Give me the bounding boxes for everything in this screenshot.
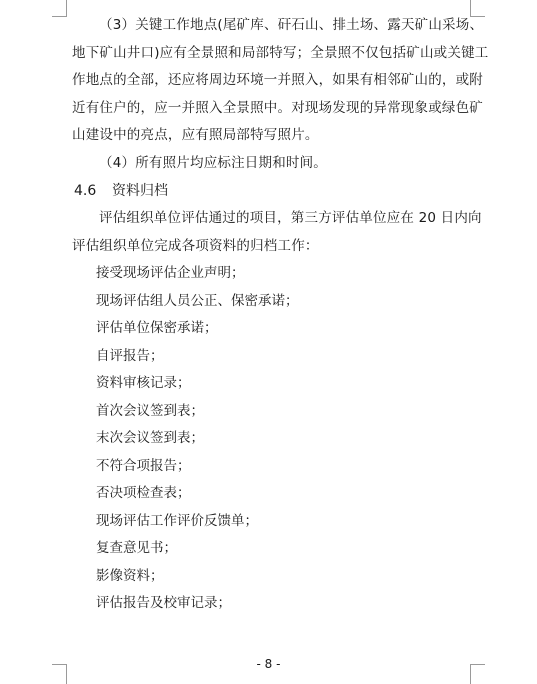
list-item: 首次会议签到表； [96, 402, 204, 419]
section-title: 资料归档 [112, 183, 168, 199]
list-item: 资料审核记录； [96, 375, 191, 391]
paragraph-photo-requirements: （3）关键工作地点(尾矿库、矸石山、排土场、露天矿山采场、地下矿山井口)应有全景照和局部特写；全景照不仅包括矿山或关键工作地点的全部，还应将周边环境一并照入，如果有相邻矿山的，或附近有住户的，应一并照入全景照中。对现场发现的异常现象或绿色矿山建设中的亮点，应有照局部特写照片。 [72, 17, 489, 143]
list-item: 评估单位保密承诺； [96, 320, 218, 336]
list-item: 接受现场评估企业声明； [96, 265, 245, 281]
list-item: 影像资料； [96, 567, 164, 584]
list-item: 末次会议签到表； [96, 430, 204, 446]
paragraph-archive-intro: 评估组织单位评估通过的项目，第三方评估单位应在 20 日内向评估组织单位完成各项资料的归档工作： [72, 210, 482, 254]
list-item: 否决项检查表； [96, 485, 191, 501]
section-heading [72, 177, 490, 205]
document-body [72, 12, 490, 618]
archive-item-list [72, 260, 490, 618]
list-item: 不符合项报告； [96, 457, 191, 474]
list-item: 复查意见书； [96, 540, 177, 556]
list-item: 评估报告及校审记录； [96, 595, 231, 611]
list-item: 自评报告； [96, 347, 164, 364]
list-item: 现场评估工作评价反馈单； [96, 512, 258, 529]
section-number: 4.6 [74, 183, 97, 199]
page-number: - 8 - [256, 657, 281, 671]
crop-mark-top-left-h [52, 16, 67, 17]
list-item: 现场评估组人员公正、保密承诺； [96, 292, 299, 309]
paragraph-photo-timestamp: （4）所有照片均应标注日期和时间。 [99, 154, 327, 171]
crop-mark-top-left-v [66, 0, 67, 16]
